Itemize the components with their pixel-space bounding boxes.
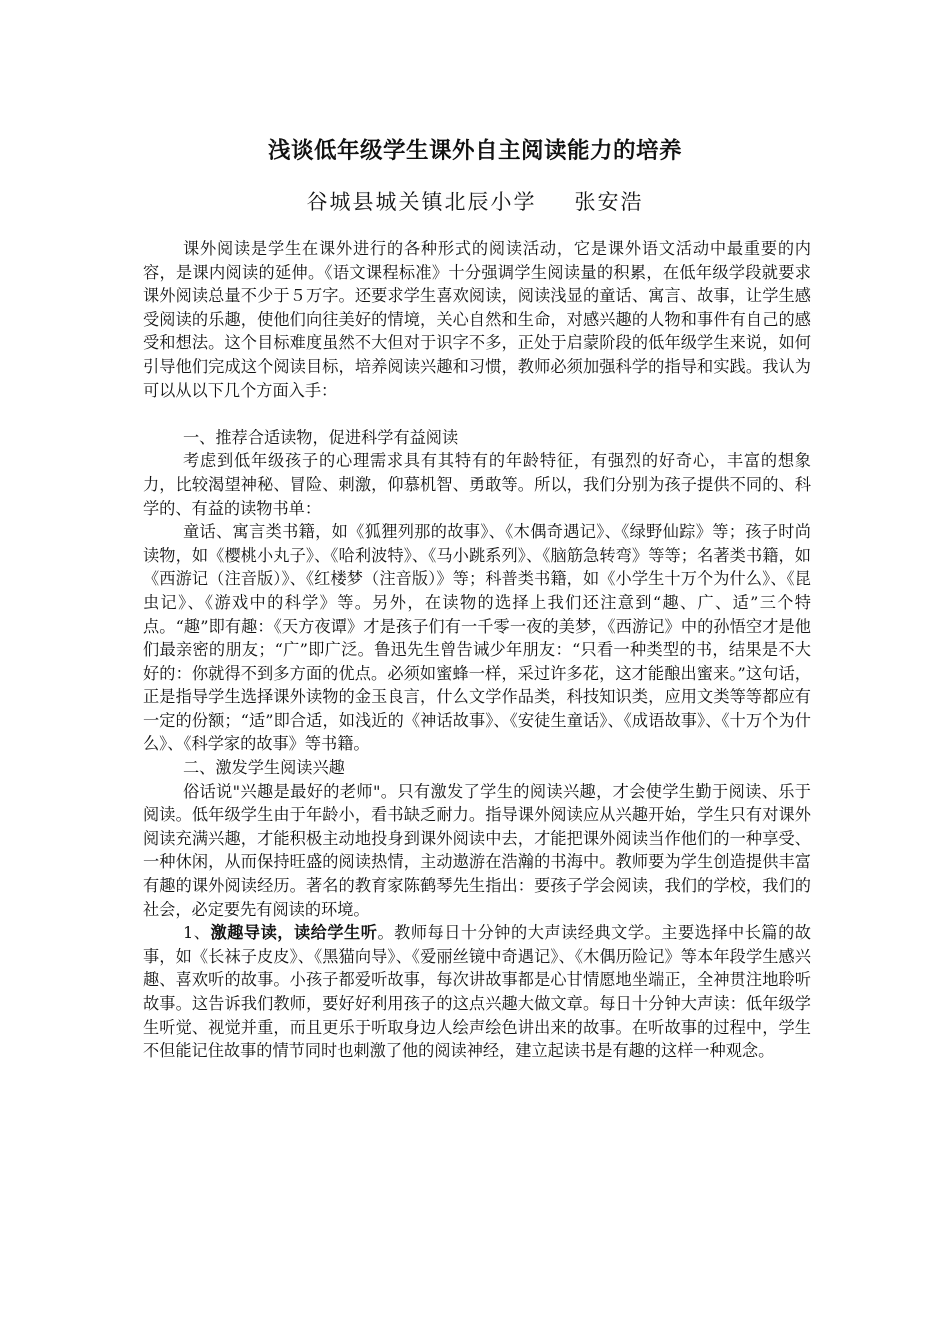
body-paragraph: 俗话说"兴趣是最好的老师"。只有激发了学生的阅读兴趣，才会使学生勤于阅读、乐于阅读。低年级学生由于年龄小，看书缺乏耐力。指导课外阅读应从兴趣开始，学生只有对课外阅读充满兴趣，才能积极主动地投身到课外阅读中去，才能把课外阅读当作他们的一种享受、一种休闲，从而保持旺盛的阅读热情，主动遨游在浩瀚的书海中。教师要为学生创造提供丰富有趣的课外阅读经历。著名的教育家陈鹤琴先生指出：要孩子学会阅读，我们的学校，我们的社会，必定要先有阅读的环境。 — [143, 781, 811, 919]
body-paragraph: 考虑到低年级孩子的心理需求具有其特有的年龄特征，有强烈的好奇心，丰富的想象力，比较渴望神秘、冒险、刺激，仰慕机智、勇敢等。所以，我们分别为孩子提供不同的、科学的、有益的读物书单： — [143, 451, 811, 518]
body-paragraph: 童话、寓言类书籍，如《狐狸列那的故事》、《木偶奇遇记》、《绿野仙踪》等；孩子时尚读物，如《樱桃小丸子》、《哈利波特》、《马小跳系列》、《脑筋急转弯》等等；名著类书籍，如《西游记（注音版）》、《红楼梦（注音版）》等；科普类书籍，如《小学生十万个为什么》、《昆虫记》、《游戏中的科学》等。另外，在读物的选择上我们还注意到“趣、广、适”三个特点。“趣”即有趣：《天方夜谭》才是孩子们有一千零一夜的美梦，《西游记》中的孙悟空才是他们最亲密的朋友；“广”即广泛。鲁迅先生曾告诫少年朋友：“只看一种类型的书，结果是不大好的：你就得不到多方面的优点。必须如蜜蜂一样，采过许多花，这才能酿出蜜来。”这句话，正是指导学生选择课外读物的金玉良言，什么文学作品类，科技知识类，应用文类等等都应有一定的份额；“适”即合适，如浅近的《神话故事》、《安徒生童话》、《成语故事》、《十万个为什么》、《科学家的故事》等书籍。 — [143, 522, 811, 754]
author-name: 张安浩 — [574, 190, 644, 214]
bold-lead-text: 激趣导读，读给学生听 — [210, 923, 378, 943]
intro-paragraph: 课外阅读是学生在课外进行的各种形式的阅读活动，它是课外语文活动中最重要的内容，是课内阅读的延伸。《语文课程标准》十分强调学生阅读量的积累，在低年级学段就要求课外阅读总量不少于５万字。还要求学生喜欢阅读，阅读浅显的童话、寓言、故事，让学生感受阅读的乐趣，使他们向往美好的情境，关心自然和生命，对感兴趣的人物和事件有自己的感受和想法。这个目标难度虽然不大但对于识字不多，正处于启蒙阶段的低年级学生来说，如何引导他们完成这个阅读目标，培养阅读兴趣和习惯，教师必须加强科学的指导和实践。我认为可以从以下几个方面入手： — [143, 239, 811, 400]
paragraph-text: 。教师每日十分钟的大声读经典文学。主要选择中长篇的故事，如《长袜子皮皮》、《黑猫向导》、《爱丽丝镜中奇遇记》、《木偶历险记》等本年段学生感兴趣、喜欢听的故事。小孩子都爱听故事，每次讲故事都是心甘情愿地坐端正，全神贯注地聆听故事。这告诉我们教师，要好好利用孩子的这点兴趣大做文章。每日十分钟大声读：低年级学生听觉、视觉并重，而且更乐于听取身边人绘声绘色讲出来的故事。在听故事的过程中，学生不但能记住故事的情节同时也刺激了他的阅读神经，建立起读书是有趣的这样一种观念。 — [143, 923, 811, 1061]
document-body — [143, 237, 811, 1063]
item-number: 1、 — [183, 923, 211, 943]
document-title: 浅谈低年级学生课外自主阅读能力的培养 — [267, 138, 682, 164]
paragraph-spacer — [143, 402, 811, 426]
body-paragraph — [143, 921, 811, 1063]
section-heading-1: 一、推荐合适读物，促进科学有益阅读 — [183, 427, 459, 447]
author-school: 谷城县城关镇北辰小学 — [306, 190, 537, 214]
author-line — [0, 186, 950, 216]
section-heading-2: 二、激发学生阅读兴趣 — [183, 758, 345, 778]
